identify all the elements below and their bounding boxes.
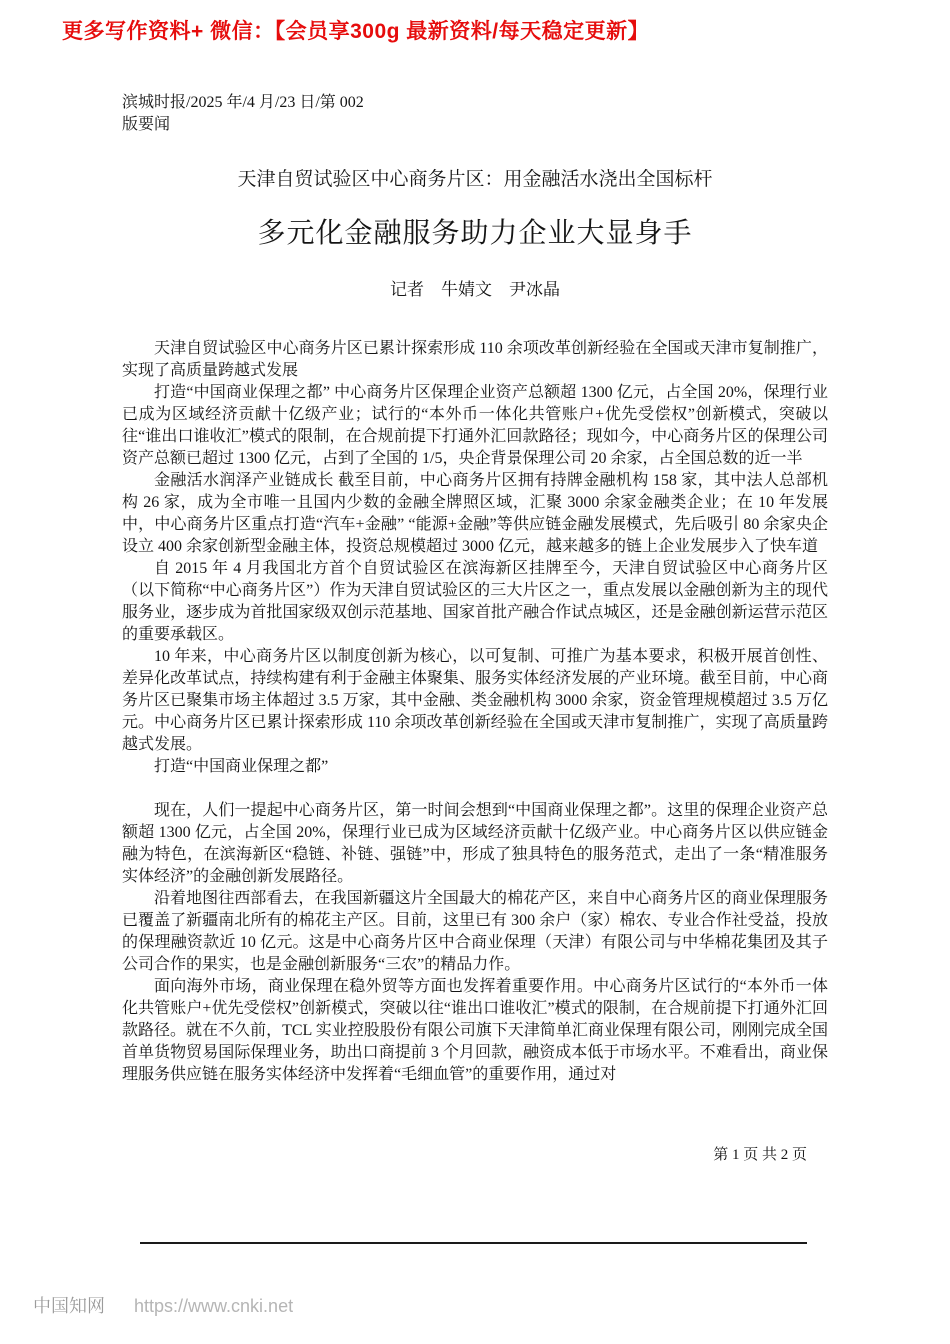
article-paragraph: 沿着地图往西部看去，在我国新疆这片全国最大的棉花产区，来自中心商务片区的商业保理服务已覆盖了新疆南北所有的棉花主产区。目前，这里已有 300 余户（家）棉农、专业合作社受益，投放的保理融资款近 10 亿元。这是中心商务片区中合商业保理（天津）有限公司与中华棉花集团及其子公司合作的果实，也是金融创新服务“三农”的精品力作。 <box>122 890 828 973</box>
page-divider-line <box>140 1242 807 1244</box>
article-body <box>122 338 828 1086</box>
article-paragraph: 天津自贸试验区中心商务片区已累计探索形成 110 余项改革创新经验在全国或天津市复制推广，实现了高质量跨越式发展 <box>122 340 828 379</box>
article-paragraph: 打造“中国商业保理之都” 中心商务片区保理企业资产总额超 1300 亿元，占全国 20%，保理行业已成为区域经济贡献十亿级产业；试行的“本外币一体化共管账户+优先受偿权”创新模式，突破以往“谁出口谁收汇”模式的限制，在合规前提下打通外汇回款路径；现如今，中心商务片区的保理公司资产总额已超过 1300 亿元，占到了全国的 1/5，央企背景保理公司 20 余家，占全国总数的近一半 <box>122 384 828 467</box>
page-indicator: 第 1 页 共 2 页 <box>713 1147 807 1163</box>
source-info <box>122 92 828 136</box>
source-line-1: 滨城时报/2025 年/4 月/23 日/第 002 <box>122 94 364 111</box>
article-subtitle: 天津自贸试验区中心商务片区：用金融活水浇出全国标杆 <box>237 169 713 190</box>
promo-banner-text: 更多写作资料+ 微信：【会员享300g 最新资料/每天稳定更新】 <box>62 20 650 43</box>
article-paragraph: 现在，人们一提起中心商务片区，第一时间会想到“中国商业保理之都”。这里的保理企业资产总额超 1300 亿元，占全国 20%，保理行业已成为区域经济贡献十亿级产业。中心商务片区以供应链金融为特色，在滨海新区“稳链、补链、强链”中，形成了独具特色的服务范式，走出了一条“精准服务实体经济”的金融创新发展路径。 <box>122 802 828 885</box>
article-byline: 记者 牛婧文 尹冰晶 <box>390 280 560 299</box>
cnki-url-text: https://www.cnki.net <box>134 1296 294 1316</box>
article-paragraph: 面向海外市场，商业保理在稳外贸等方面也发挥着重要作用。中心商务片区试行的“本外币一体化共管账户+优先受偿权”创新模式，突破以往“谁出口谁收汇”模式的限制，在合规前提下打通外汇回款路径。就在不久前，TCL 实业控股股份有限公司旗下天津简单汇商业保理有限公司，刚刚完成全国首单货物贸易国际保理业务，助出口商提前 3 个月回款，融资成本低于市场水平。不难看出，商业保理服务供应链在服务实体经济中发挥着“毛细血管”的重要作用，通过对 <box>122 978 828 1083</box>
article-paragraph: 打造“中国商业保理之都” <box>154 758 329 775</box>
cnki-watermark <box>33 1292 293 1318</box>
article-paragraph: 金融活水润泽产业链成长 截至目前，中心商务片区拥有持牌金融机构 158 家，其中法人总部机构 26 家，成为全市唯一且国内少数的金融全牌照区域，汇聚 3000 余家金融类企业；在 10 年发展中，中心商务片区重点打造“汽车+金融” “能源+金融”等供应链金融发展模式，先后吸引 80 余家央企设立 400 余家创新型金融主体，投资总规模超过 3000 亿元，越来越多的链上企业发展步入了快车道 <box>122 472 828 555</box>
document-page <box>122 92 828 1086</box>
article-paragraph: 10 年来，中心商务片区以制度创新为核心，以可复制、可推广为基本要求，积极开展首创性、差异化改革试点，持续构建有利于金融主体聚集、服务实体经济发展的产业环境。截至目前，中心商务片区已聚集市场主体超过 3.5 万家，其中金融、类金融机构 3000 余家，资金管理规模超过 3.5 万亿元。中心商务片区已累计探索形成 110 余项改革创新经验在全国或天津市复制推广，实现了高质量跨越式发展。 <box>122 648 828 753</box>
article-title: 多元化金融服务助力企业大显身手 <box>257 218 693 249</box>
cnki-logo-text: 中国知网 <box>33 1296 105 1316</box>
article-paragraph: 自 2015 年 4 月我国北方首个自贸试验区在滨海新区挂牌至今，天津自贸试验区中心商务片区（以下简称“中心商务片区”）作为天津自贸试验区的三大片区之一，重点发展以金融创新为主的现代服务业，逐步成为首批国家级双创示范基地、国家首批产融合作试点城区，还是金融创新运营示范区的重要承载区。 <box>122 560 828 643</box>
source-line-2: 版要闻 <box>122 116 171 133</box>
